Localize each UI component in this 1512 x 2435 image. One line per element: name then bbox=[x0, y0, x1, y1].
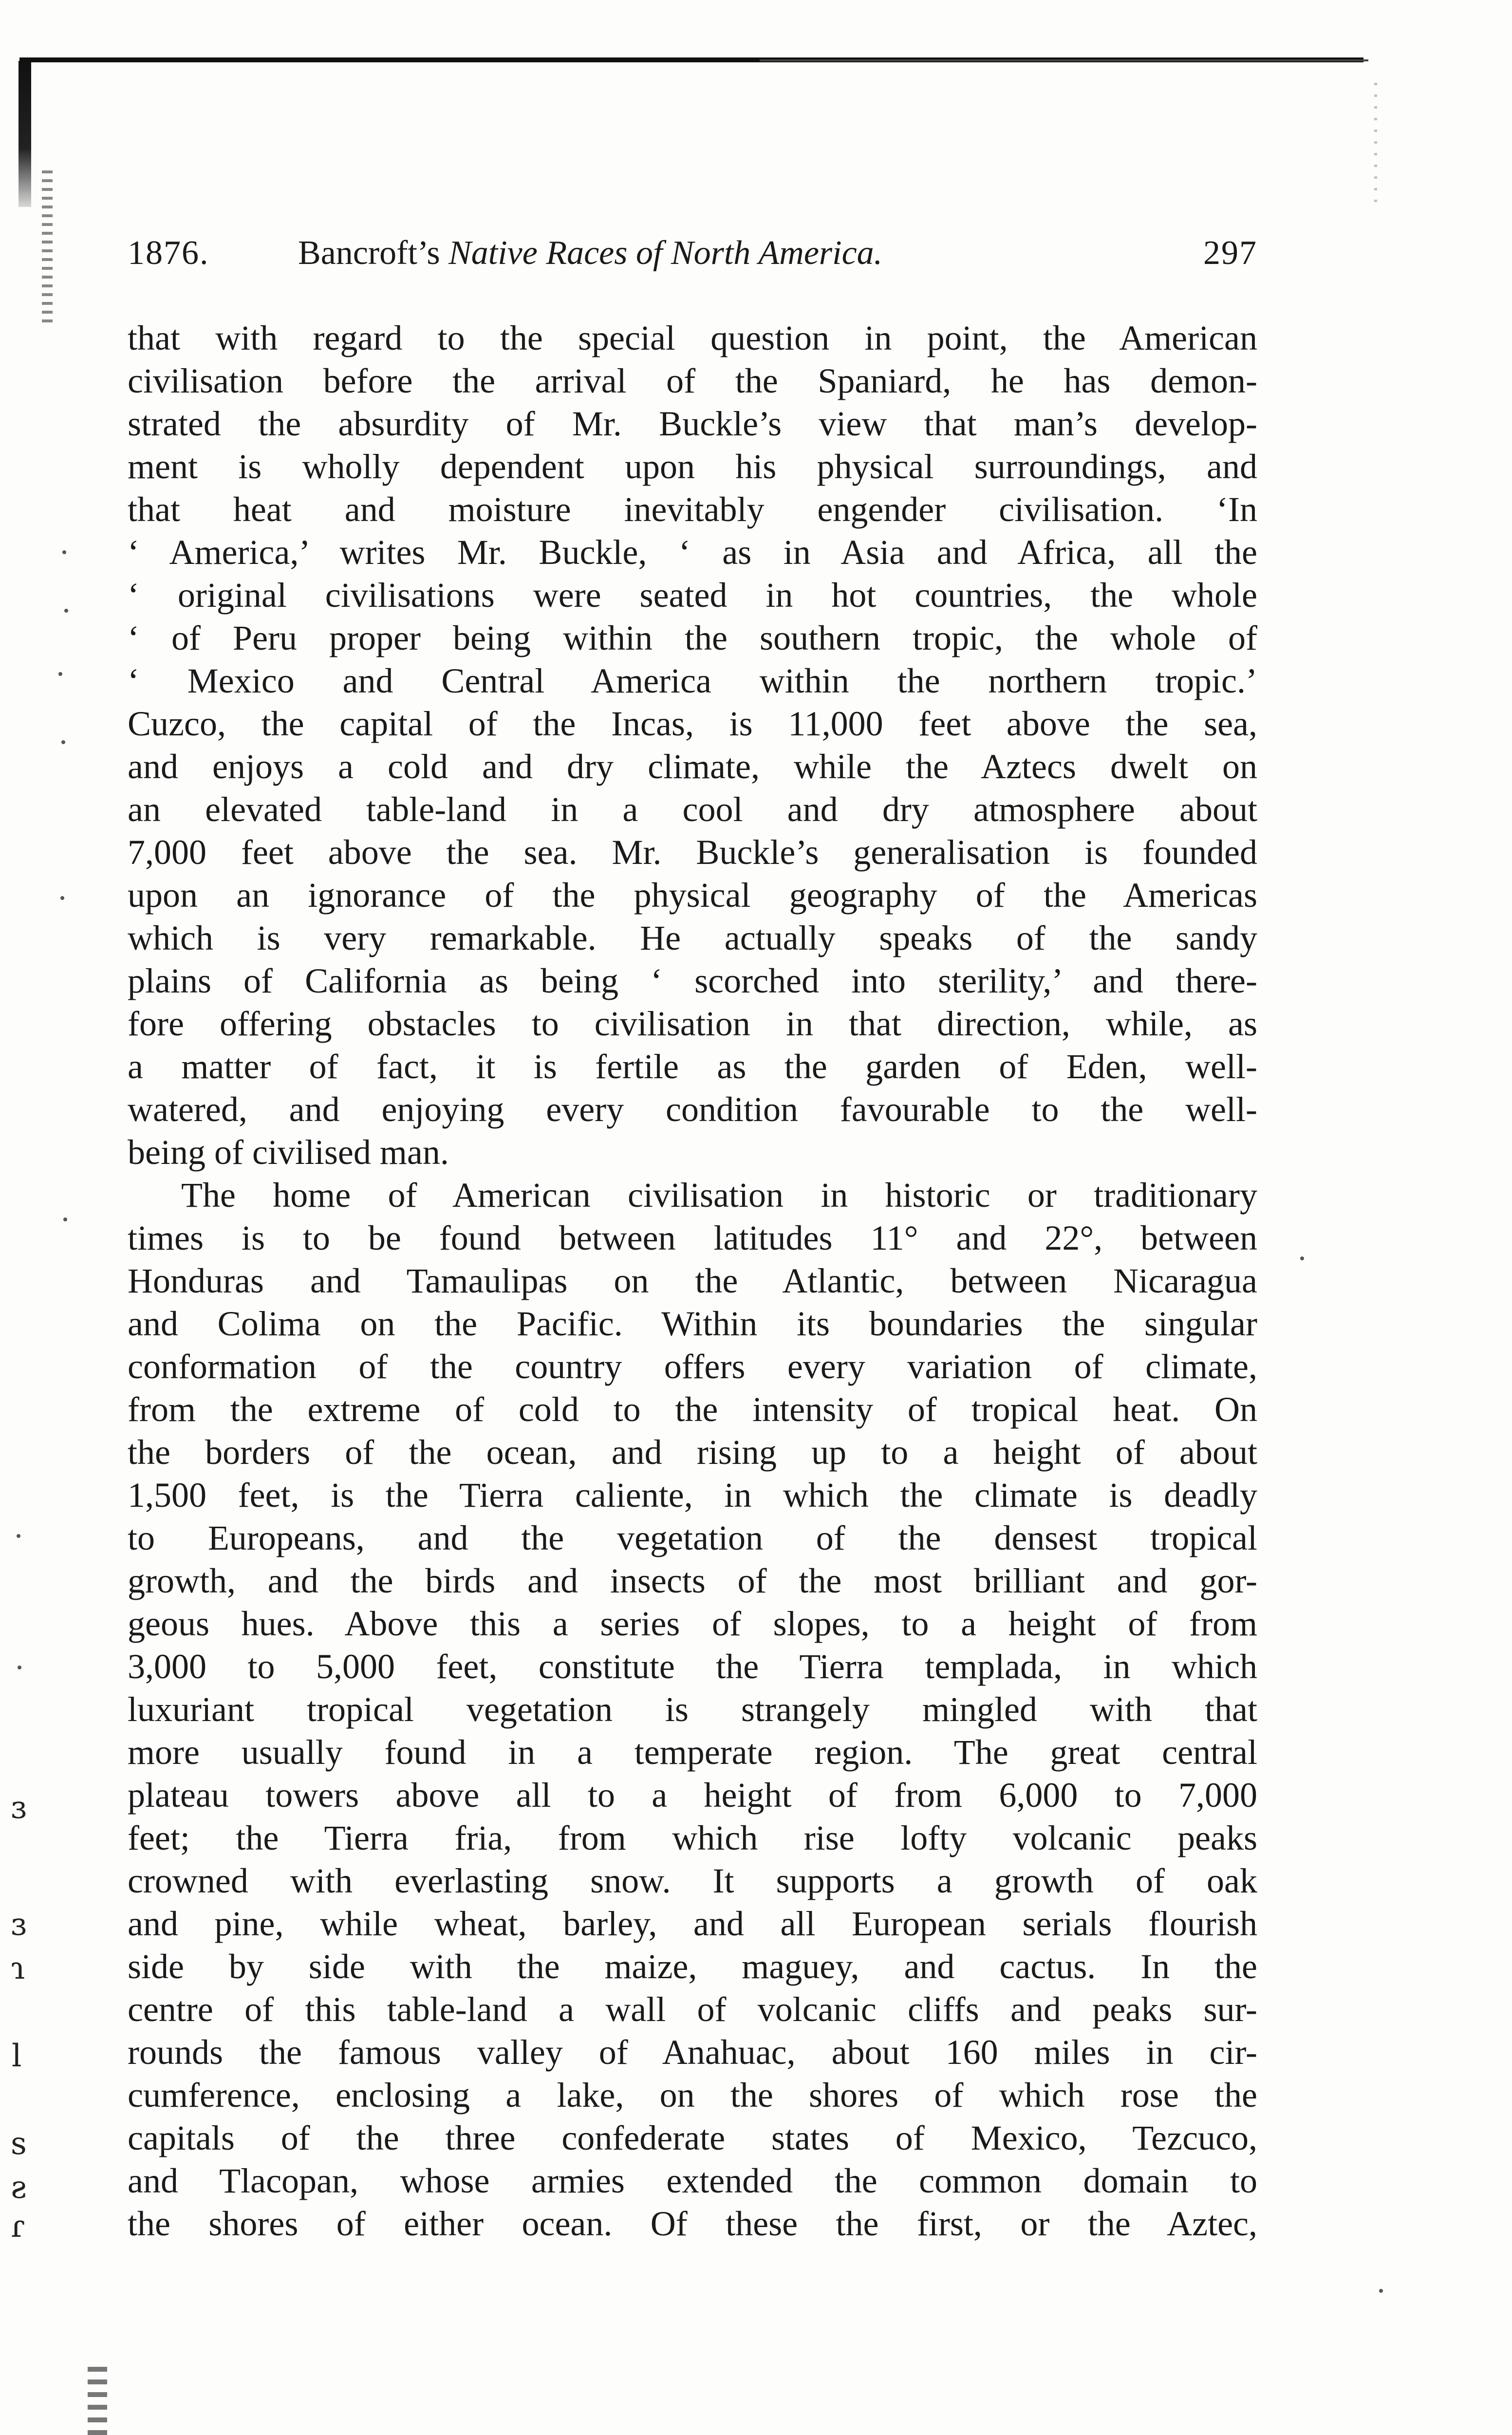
text-line: ‘ of Peru proper being within the southern tropic, the whole of bbox=[128, 618, 1257, 657]
text-line: ‘ Mexico and Central America within the northern tropic.’ bbox=[128, 661, 1257, 700]
text-line: to Europeans, and the vegetation of the densest tropical bbox=[128, 1518, 1257, 1557]
text-line: that with regard to the special question in point, the American bbox=[128, 318, 1257, 357]
body-text bbox=[128, 317, 1257, 2245]
text-line: Honduras and Tamaulipas on the Atlantic, between Nicaragua bbox=[128, 1261, 1257, 1300]
right-margin-dot bbox=[1379, 2289, 1383, 2293]
top-rule-thin bbox=[760, 59, 1368, 61]
text-line: the shores of either ocean. Of these the first, or the Aztec, bbox=[128, 2204, 1257, 2243]
text-line: fore offering obstacles to civilisation in that direction, while, as bbox=[128, 1004, 1257, 1043]
text-line: side by side with the maize, maguey, and cactus. In the bbox=[128, 1947, 1257, 1986]
text-line: geous hues. Above this a series of slopes, to a height of from bbox=[128, 1604, 1257, 1643]
page-number: 297 bbox=[1203, 234, 1257, 272]
text-line: upon an ignorance of the physical geography of the Americas bbox=[128, 876, 1257, 915]
text-line: ‘ original civilisations were seated in hot countries, the whole bbox=[128, 576, 1257, 615]
margin-glyph: ɿ bbox=[11, 1950, 25, 1986]
right-margin-dot bbox=[1300, 1256, 1304, 1260]
text-line: and Colima on the Pacific. Within its boundaries the singular bbox=[128, 1304, 1257, 1343]
text-line: conformation of the country offers every variation of climate, bbox=[128, 1347, 1257, 1386]
text-line: and Tlacopan, whose armies extended the common domain to bbox=[128, 2161, 1257, 2200]
paragraph-start-line: The home of American civilisation in historic or traditionary bbox=[181, 1176, 1257, 1215]
text-line: times is to be found between latitudes 11° and 22°, between bbox=[128, 1218, 1257, 1257]
margin-glyph: ɜ bbox=[11, 1790, 27, 1826]
header-year: 1876. bbox=[128, 234, 209, 272]
margin-dot bbox=[61, 740, 65, 744]
text-line: growth, and the birds and insects of the most brilliant and gor- bbox=[128, 1561, 1257, 1600]
margin-dot bbox=[17, 1534, 20, 1538]
text-line: 3,000 to 5,000 feet, constitute the Tierra templada, in which bbox=[128, 1647, 1257, 1686]
text-line: luxuriant tropical vegetation is strangely mingled with that bbox=[128, 1690, 1257, 1729]
margin-glyph: ƨ bbox=[11, 2170, 27, 2206]
left-margin-bleed bbox=[0, 0, 107, 2435]
margin-glyph: l bbox=[12, 2038, 22, 2074]
text-line: from the extreme of cold to the intensity of tropical heat. On bbox=[128, 1390, 1257, 1429]
text-line: plains of California as being ‘ scorched into sterility,’ and there- bbox=[128, 961, 1257, 1000]
text-line: feet; the Tierra fria, from which rise lofty volcanic peaks bbox=[128, 1818, 1257, 1857]
text-line: Cuzco, the capital of the Incas, is 11,000 feet above the sea, bbox=[128, 704, 1257, 743]
text-line: an elevated table-land in a cool and dry atmosphere about bbox=[128, 790, 1257, 829]
text-line: crowned with everlasting snow. It supports a growth of oak bbox=[128, 1861, 1257, 1900]
running-title bbox=[298, 229, 882, 278]
text-line: a matter of fact, it is fertile as the garden of Eden, well- bbox=[128, 1047, 1257, 1086]
text-line: plateau towers above all to a height of from 6,000 to 7,000 bbox=[128, 1776, 1257, 1815]
margin-glyph: s bbox=[11, 2126, 27, 2162]
margin-dot bbox=[64, 609, 68, 613]
margin-glyph: ɾ bbox=[11, 2209, 25, 2245]
text-line: and enjoys a cold and dry climate, while the Aztecs dwelt on bbox=[128, 747, 1257, 786]
margin-dot bbox=[62, 550, 66, 554]
text-line: more usually found in a temperate region. The great central bbox=[128, 1733, 1257, 1772]
margin-dot bbox=[18, 1666, 21, 1669]
margin-dot bbox=[63, 1218, 67, 1221]
right-edge-speckle bbox=[1374, 83, 1377, 209]
text-line: cumference, enclosing a lake, on the shores of which rose the bbox=[128, 2076, 1257, 2115]
running-title-author: Bancroft’s bbox=[298, 234, 449, 272]
paragraph-end-line: being of civilised man. bbox=[128, 1133, 449, 1172]
text-line: civilisation before the arrival of the Spaniard, he has demon- bbox=[128, 361, 1257, 400]
text-line: the borders of the ocean, and rising up to a height of about bbox=[128, 1433, 1257, 1472]
text-line: which is very remarkable. He actually speaks of the sandy bbox=[128, 918, 1257, 957]
text-line: capitals of the three confederate states of Mexico, Tezcuco, bbox=[128, 2118, 1257, 2157]
text-line: 7,000 feet above the sea. Mr. Buckle’s generalisation is founded bbox=[128, 833, 1257, 872]
text-line: rounds the famous valley of Anahuac, about 160 miles in cir- bbox=[128, 2033, 1257, 2072]
margin-glyph: ɜ bbox=[11, 1907, 27, 1943]
running-header bbox=[128, 229, 1257, 278]
text-line: that heat and moisture inevitably engender civilisation. ‘In bbox=[128, 490, 1257, 529]
text-line: ment is wholly dependent upon his physical surroundings, and bbox=[128, 447, 1257, 486]
text-line: and pine, while wheat, barley, and all European serials flourish bbox=[128, 1904, 1257, 1943]
margin-dot bbox=[60, 896, 64, 900]
text-line: 1,500 feet, is the Tierra caliente, in which the climate is deadly bbox=[128, 1476, 1257, 1515]
text-line: watered, and enjoying every condition favourable to the well- bbox=[128, 1090, 1257, 1129]
text-line: centre of this table-land a wall of volcanic cliffs and peaks sur- bbox=[128, 1990, 1257, 2029]
margin-dot bbox=[58, 672, 62, 676]
text-line: ‘ America,’ writes Mr. Buckle, ‘ as in Asia and Africa, all the bbox=[128, 533, 1257, 572]
bottom-edge-smudge bbox=[88, 2367, 107, 2435]
text-line: strated the absurdity of Mr. Buckle’s view that man’s develop- bbox=[128, 404, 1257, 443]
running-title-italic: Native Races of North America. bbox=[448, 234, 883, 272]
